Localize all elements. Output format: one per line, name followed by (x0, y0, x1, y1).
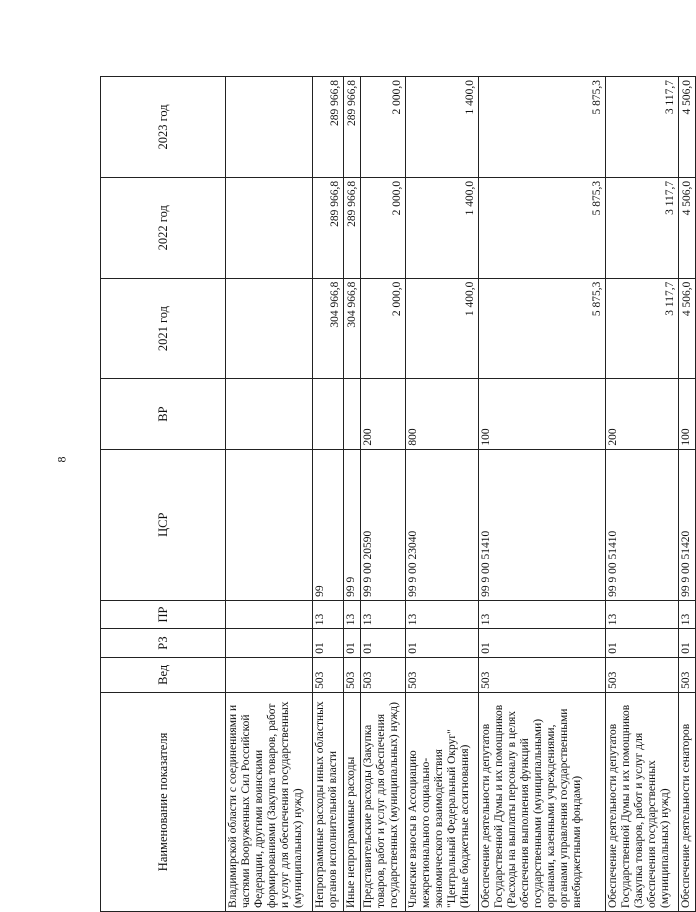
header-ved: Вед (101, 657, 226, 692)
header-name: Наименование показателя (101, 692, 226, 911)
row-csr: 99 9 (344, 449, 361, 600)
row-ved: 503 (344, 657, 361, 692)
table-row (226, 77, 313, 912)
row-vr: 200 (606, 379, 679, 449)
row-2021: 1 400,0 (406, 278, 479, 379)
row-pr: 13 (313, 600, 344, 628)
row-rz: 01 (679, 629, 696, 657)
row-name: Владимирской области с соединениями и частями Вооруженных Сил Российской Федерации, другими воинскими формированиями (Закупка товаров, работ и услуг для обеспечения государственных (муниципальных) нужд) (226, 692, 313, 911)
row-2023: 5 875,3 (479, 77, 606, 178)
row-csr: 99 9 00 51420 (679, 449, 696, 600)
budget-table-container (100, 76, 693, 912)
row-ved: 503 (406, 657, 479, 692)
row-csr: 99 9 00 51410 (606, 449, 679, 600)
budget-table (100, 76, 696, 912)
row-2022: 3 117,7 (606, 177, 679, 278)
header-csr: ЦСР (101, 449, 226, 600)
row-rz: 01 (344, 629, 361, 657)
table-header-row (101, 77, 226, 912)
row-rz: 01 (606, 629, 679, 657)
row-csr: 99 (313, 449, 344, 600)
row-2022: 289 966,8 (313, 177, 344, 278)
row-ved: 503 (479, 657, 606, 692)
row-csr: 99 9 00 23040 (406, 449, 479, 600)
row-rz: 01 (406, 629, 479, 657)
row-name: Обеспечение деятельности сенаторов (679, 692, 696, 911)
row-pr: 13 (361, 600, 406, 628)
row-ved: 503 (679, 657, 696, 692)
row-2023: 289 966,8 (344, 77, 361, 178)
row-2021: 304 966,8 (344, 278, 361, 379)
row-pr: 13 (406, 600, 479, 628)
row-vr (226, 379, 313, 449)
table-row (406, 77, 479, 912)
row-vr (313, 379, 344, 449)
row-pr (226, 600, 313, 628)
row-2022: 4 506,0 (679, 177, 696, 278)
table-row (313, 77, 344, 912)
row-2022 (226, 177, 313, 278)
row-2023: 4 506,0 (679, 77, 696, 178)
header-vr: ВР (101, 379, 226, 449)
row-ved: 503 (361, 657, 406, 692)
row-name: Иные непрограммные расходы (344, 692, 361, 911)
row-2022: 2 000,0 (361, 177, 406, 278)
table-row (606, 77, 679, 912)
row-2021: 4 506,0 (679, 278, 696, 379)
row-vr: 100 (479, 379, 606, 449)
row-rz: 01 (313, 629, 344, 657)
header-pr: ПР (101, 600, 226, 628)
row-2023 (226, 77, 313, 178)
row-2023: 289 966,8 (313, 77, 344, 178)
row-name: Обеспечение деятельности депутатов Государственной Думы и их помощников (Расходы на выплаты персоналу в целях обеспечения выполнения функций государственными (муниципальными) органами, казенными учреждениями, органами управления государственными внебюджетными фондами) (479, 692, 606, 911)
row-2021: 304 966,8 (313, 278, 344, 379)
row-vr: 200 (361, 379, 406, 449)
row-rz: 01 (479, 629, 606, 657)
row-2021 (226, 278, 313, 379)
row-pr: 13 (679, 600, 696, 628)
row-2021: 5 875,3 (479, 278, 606, 379)
header-2021: 2021 год (101, 278, 226, 379)
row-vr: 100 (679, 379, 696, 449)
row-ved: 503 (606, 657, 679, 692)
row-csr: 99 9 00 20590 (361, 449, 406, 600)
row-2022: 5 875,3 (479, 177, 606, 278)
row-2021: 3 117,7 (606, 278, 679, 379)
row-2022: 1 400,0 (406, 177, 479, 278)
header-2022: 2022 год (101, 177, 226, 278)
table-row (679, 77, 696, 912)
row-rz (226, 629, 313, 657)
row-2023: 1 400,0 (406, 77, 479, 178)
row-2023: 2 000,0 (361, 77, 406, 178)
header-rz: РЗ (101, 629, 226, 657)
header-2023: 2023 год (101, 77, 226, 178)
row-ved (226, 657, 313, 692)
row-name: Непрограммные расходы иных областных органов исполнительной власти (313, 692, 344, 911)
row-csr: 99 9 00 51410 (479, 449, 606, 600)
row-csr (226, 449, 313, 600)
row-2022: 289 966,8 (344, 177, 361, 278)
row-pr: 13 (479, 600, 606, 628)
row-2023: 3 117,7 (606, 77, 679, 178)
row-vr (344, 379, 361, 449)
table-row (479, 77, 606, 912)
table-row (344, 77, 361, 912)
row-name: Членские взносы в Ассоциацию межрегионального социально-экономического взаимодействия "Центральный Федеральный Округ" (Иные бюджетные ассигнования) (406, 692, 479, 911)
row-pr: 13 (344, 600, 361, 628)
row-2021: 2 000,0 (361, 278, 406, 379)
table-row (361, 77, 406, 912)
page-number: 8 (54, 456, 69, 463)
row-rz: 01 (361, 629, 406, 657)
row-pr: 13 (606, 600, 679, 628)
row-name: Представительские расходы (Закупка товаров, работ и услуг для обеспечения государственных (муниципальных) нужд) (361, 692, 406, 911)
row-vr: 800 (406, 379, 479, 449)
row-name: Обеспечение деятельности депутатов Государственной Думы и их помощников (Закупка товаров, работ и услуг для обеспечения государственных (муниципальных) нужд) (606, 692, 679, 911)
row-ved: 503 (313, 657, 344, 692)
